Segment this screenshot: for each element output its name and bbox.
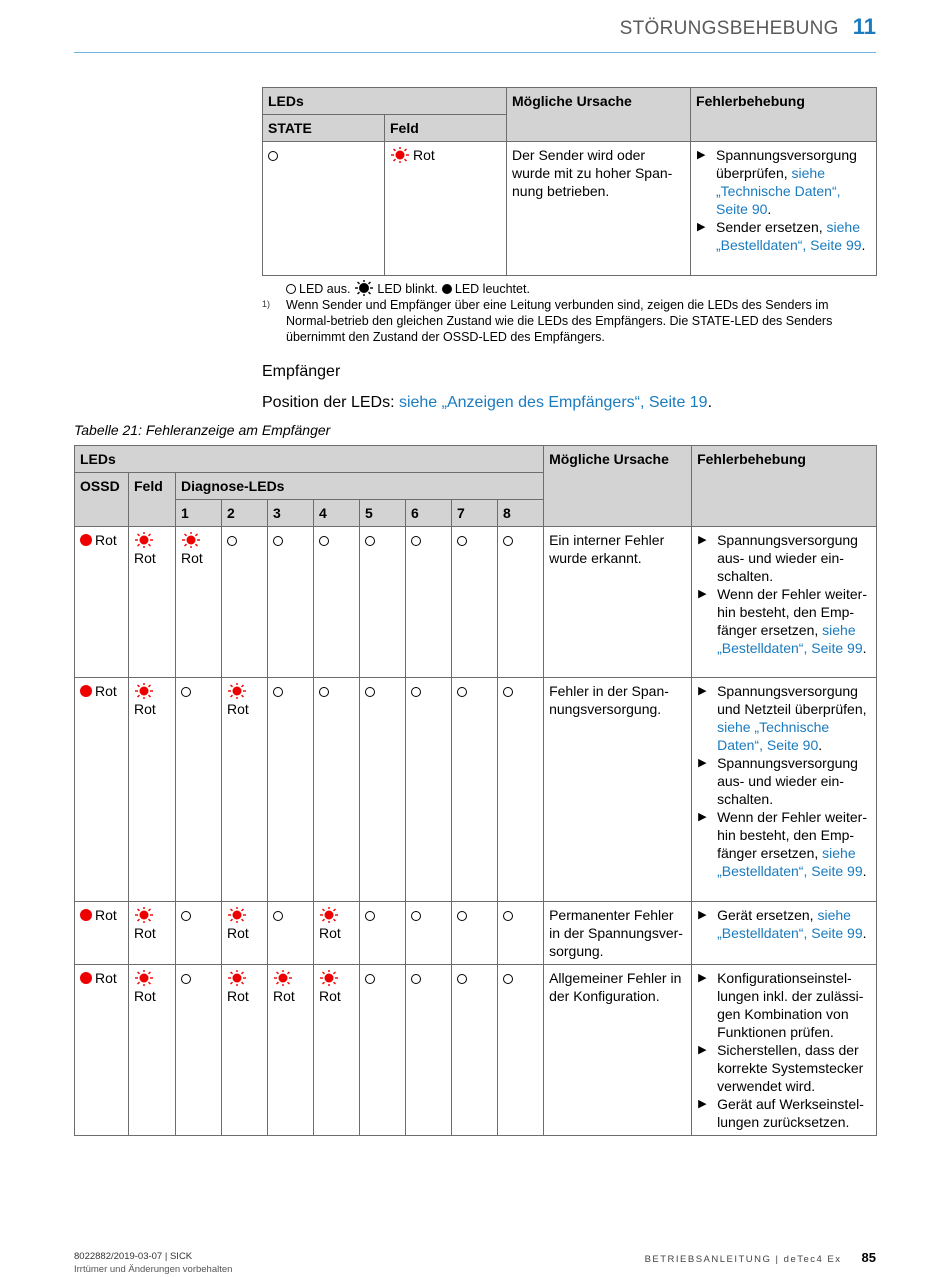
fix-tail: . <box>767 201 772 217</box>
position-line <box>262 394 712 412</box>
table-row <box>75 678 877 902</box>
fix-item <box>697 682 871 754</box>
led-off-icon <box>457 687 467 697</box>
led-off-icon <box>503 974 513 984</box>
cause-cell: Ein interner Fehler wurde erkannt. <box>544 527 692 678</box>
fix-tail: . <box>861 237 866 253</box>
header-state: STATE <box>263 115 385 142</box>
fix-item <box>697 906 871 942</box>
led-color-label: Rot <box>95 907 117 923</box>
table-caption: Tabelle 21: Fehleranzeige am Empfänger <box>74 422 331 438</box>
page-header <box>620 14 876 40</box>
legend-line <box>262 280 876 297</box>
led-color-label: Rot <box>319 925 341 941</box>
diag-led-cell <box>314 678 360 902</box>
led-off-icon <box>411 687 421 697</box>
doc-name: BETRIEBSANLEITUNG | deTec4 Ex <box>644 1254 842 1265</box>
led-blink-icon <box>181 532 201 548</box>
diag-led-cell <box>176 902 222 965</box>
diag-led-cell <box>360 678 406 902</box>
table-row <box>263 142 877 276</box>
diag-led-cell <box>360 527 406 678</box>
header-diag-2: 2 <box>222 500 268 527</box>
diag-led-cell <box>360 965 406 1136</box>
led-color-label: Rot <box>273 988 295 1004</box>
header-feld: Feld <box>129 473 176 527</box>
led-off-icon <box>181 974 191 984</box>
led-on-icon <box>442 284 452 294</box>
diag-led-cell <box>176 965 222 1136</box>
diag-led-cell <box>314 902 360 965</box>
diag-led-cell <box>268 527 314 678</box>
led-off-icon <box>411 974 421 984</box>
diag-led-cell <box>452 678 498 902</box>
led-blink-icon <box>227 907 247 923</box>
led-blink-icon <box>227 970 247 986</box>
diag-led-cell <box>452 527 498 678</box>
fix-list <box>697 906 871 942</box>
diag-led-cell <box>222 902 268 965</box>
fix-tail: . <box>862 640 867 656</box>
diag-led-cell <box>452 965 498 1136</box>
cross-reference-link[interactable]: siehe „Bestelldaten“, Seite 99 <box>717 845 863 879</box>
cause-cell: Der Sender wird oder wurde mit zu hoher Span-nung betrieben. <box>507 142 691 276</box>
fix-tail: . <box>862 863 867 879</box>
cross-reference-link[interactable]: siehe „Bestelldaten“, Seite 99 <box>716 219 862 253</box>
fix-item <box>696 146 871 218</box>
diag-led-cell <box>268 902 314 965</box>
fix-list <box>697 531 871 657</box>
fix-tail: . <box>862 925 867 941</box>
diag-led-cell <box>222 965 268 1136</box>
diag-led-cell <box>314 965 360 1136</box>
led-off-icon <box>273 536 283 546</box>
ossd-led-cell <box>75 965 129 1136</box>
header-feld: Feld <box>385 115 507 142</box>
header-diag-6: 6 <box>406 500 452 527</box>
feld-led-cell <box>129 527 176 678</box>
footer-left <box>74 1250 232 1276</box>
led-color-label: Rot <box>95 532 117 548</box>
led-color-label: Rot <box>413 147 435 163</box>
feld-led-cell <box>129 678 176 902</box>
state-led-cell <box>263 142 385 276</box>
led-off-icon <box>227 536 237 546</box>
legend-text: LED leuchtet. <box>454 282 530 296</box>
led-off-icon <box>365 974 375 984</box>
diag-led-cell <box>498 527 544 678</box>
diag-led-cell <box>268 965 314 1136</box>
led-on-icon <box>80 909 92 921</box>
led-blink-icon <box>390 147 410 163</box>
led-color-label: Rot <box>181 550 203 566</box>
led-color-label: Rot <box>227 988 249 1004</box>
led-color-label: Rot <box>319 988 341 1004</box>
cross-reference-link[interactable]: siehe „Technische Daten“, Seite 90 <box>716 165 841 217</box>
led-color-label: Rot <box>95 970 117 986</box>
led-off-icon <box>181 911 191 921</box>
led-blink-icon <box>319 970 339 986</box>
led-on-icon <box>80 534 92 546</box>
fix-item <box>697 1041 871 1095</box>
led-off-icon <box>273 687 283 697</box>
fix-list <box>697 682 871 880</box>
fix-tail: . <box>818 737 823 753</box>
led-color-label: Rot <box>134 701 156 717</box>
led-color-label: Rot <box>134 988 156 1004</box>
header-ursache: Mögliche Ursache <box>507 88 691 142</box>
header-diag-7: 7 <box>452 500 498 527</box>
header-ursache: Mögliche Ursache <box>544 446 692 527</box>
table-row <box>75 965 877 1136</box>
led-off-icon <box>411 911 421 921</box>
header-diag-4: 4 <box>314 500 360 527</box>
diag-led-cell <box>222 527 268 678</box>
fix-item <box>697 754 871 808</box>
led-color-label: Rot <box>134 925 156 941</box>
led-off-icon <box>503 911 513 921</box>
diag-led-cell <box>222 678 268 902</box>
fix-item <box>697 531 871 585</box>
diag-led-cell <box>268 678 314 902</box>
footnote-mark: 1) <box>262 299 271 309</box>
led-on-icon <box>80 972 92 984</box>
led-on-icon <box>80 685 92 697</box>
cross-reference-link[interactable]: siehe „Bestelldaten“, Seite 99 <box>717 907 863 941</box>
led-off-icon <box>503 536 513 546</box>
doc-id: 8022882/2019-03-07 | SICK <box>74 1251 193 1262</box>
receiver-led-table <box>74 445 877 1136</box>
led-off-icon <box>457 911 467 921</box>
section-title: Empfänger <box>262 363 341 380</box>
ossd-led-cell <box>75 902 129 965</box>
fix-text: Wenn der Fehler weiter-hin besteht, den Emp-fänger ersetzen, <box>717 586 867 638</box>
led-color-label: Rot <box>134 550 156 566</box>
led-off-icon <box>319 687 329 697</box>
fix-cell <box>692 527 877 678</box>
chapter-number: 11 <box>852 14 876 39</box>
diag-led-cell <box>406 678 452 902</box>
ossd-led-cell <box>75 527 129 678</box>
fix-item <box>697 1095 871 1131</box>
page-number: 85 <box>861 1250 876 1265</box>
led-off-icon <box>457 536 467 546</box>
diag-led-cell <box>176 527 222 678</box>
position-tail: . <box>707 394 713 411</box>
header-diag-8: 8 <box>498 500 544 527</box>
fix-text: Spannungsversorgung überprüfen, <box>716 147 857 181</box>
footer-right <box>645 1250 876 1265</box>
led-off-icon <box>503 687 513 697</box>
legend-text: LED aus. <box>299 282 351 296</box>
led-blink-icon <box>134 683 154 699</box>
cause-cell: Fehler in der Span-nungsversorgung. <box>544 678 692 902</box>
disclaimer: Irrtümer und Änderungen vorbehalten <box>74 1264 233 1275</box>
fix-text: Gerät ersetzen, <box>717 907 818 923</box>
feld-led-cell <box>129 965 176 1136</box>
fix-list <box>696 146 871 254</box>
led-blink-icon <box>134 532 154 548</box>
led-blink-icon <box>227 683 247 699</box>
footnote-text: Wenn Sender und Empfänger über eine Leitung verbunden sind, zeigen die LEDs des Senders im Normal-betrieb den gleichen Zustand wie die LEDs des Empfängers. Die STATE-LED des Senders übernimmt den Zustand der OSSD-LED des Empfängers. <box>286 298 833 344</box>
led-off-icon <box>411 536 421 546</box>
led-blink-icon <box>134 907 154 923</box>
led-off-icon <box>365 687 375 697</box>
led-off-icon <box>273 911 283 921</box>
fix-text: Spannungsversorgung aus- und wieder ein-schalten. <box>717 755 858 807</box>
sender-led-table <box>262 87 877 276</box>
legend-text: LED blinkt. <box>377 282 438 296</box>
diag-led-cell <box>406 527 452 678</box>
fix-text: Gerät auf Werkseinstel-lungen zurücksetzen. <box>717 1096 864 1130</box>
table-row <box>75 527 877 678</box>
diag-led-cell <box>406 902 452 965</box>
fix-text: Spannungsversorgung und Netzteil überprüfen, <box>717 683 867 717</box>
fix-text: Wenn der Fehler weiter-hin besteht, den Emp-fänger ersetzen, <box>717 809 867 861</box>
diag-led-cell <box>452 902 498 965</box>
header-diag-5: 5 <box>360 500 406 527</box>
led-blink-icon <box>134 970 154 986</box>
diag-led-cell <box>360 902 406 965</box>
fix-cell <box>692 678 877 902</box>
fix-cell <box>691 142 877 276</box>
position-link[interactable]: siehe „Anzeigen des Empfängers“, Seite 19 <box>398 394 708 411</box>
diag-led-cell <box>176 678 222 902</box>
feld-led-cell <box>385 142 507 276</box>
fix-text: Sender ersetzen, <box>716 219 827 235</box>
header-rule <box>74 52 876 53</box>
table-row <box>75 902 877 965</box>
header-leds: LEDs <box>263 88 507 115</box>
header-leds: LEDs <box>75 446 544 473</box>
led-color-label: Rot <box>227 925 249 941</box>
cross-reference-link[interactable]: siehe „Bestelldaten“, Seite 99 <box>717 622 863 656</box>
led-blink-icon <box>354 280 374 296</box>
footnote <box>262 297 876 345</box>
led-off-icon <box>319 536 329 546</box>
led-color-label: Rot <box>95 683 117 699</box>
fix-item <box>697 585 871 657</box>
diag-led-cell <box>498 902 544 965</box>
header-diagnose: Diagnose-LEDs <box>176 473 544 500</box>
cause-cell: Permanenter Fehler in der Spannungsver-sorgung. <box>544 902 692 965</box>
fix-text: Spannungsversorgung aus- und wieder ein-schalten. <box>717 532 858 584</box>
fix-text: Sicherstellen, dass der korrekte Systemstecker verwendet wird. <box>717 1042 864 1094</box>
led-off-icon <box>268 151 278 161</box>
led-color-label: Rot <box>227 701 249 717</box>
feld-led-cell <box>129 902 176 965</box>
position-text: Position der LEDs: <box>262 394 399 411</box>
cross-reference-link[interactable]: siehe „Technische Daten“, Seite 90 <box>717 719 830 753</box>
fix-item <box>697 808 871 880</box>
fix-list <box>697 969 871 1131</box>
led-off-icon <box>365 536 375 546</box>
fix-item <box>696 218 871 254</box>
diag-led-cell <box>498 678 544 902</box>
chapter-title: STÖRUNGSBEHEBUNG <box>619 18 839 39</box>
header-diag-3: 3 <box>268 500 314 527</box>
fix-text: Konfigurationseinstel-lungen inkl. der zulässi-gen Kombination von Funktionen prüfen. <box>717 970 864 1040</box>
header-ossd: OSSD <box>75 473 129 527</box>
fix-cell <box>692 965 877 1136</box>
cause-cell: Allgemeiner Fehler in der Konfiguration. <box>544 965 692 1136</box>
led-blink-icon <box>273 970 293 986</box>
header-behebung: Fehlerbehebung <box>692 446 877 527</box>
led-off-icon <box>457 974 467 984</box>
diag-led-cell <box>406 965 452 1136</box>
header-diag-1: 1 <box>176 500 222 527</box>
diag-led-cell <box>314 527 360 678</box>
header-behebung: Fehlerbehebung <box>691 88 877 142</box>
led-off-icon <box>365 911 375 921</box>
led-blink-icon <box>319 907 339 923</box>
diag-led-cell <box>498 965 544 1136</box>
led-legend <box>262 280 876 345</box>
ossd-led-cell <box>75 678 129 902</box>
fix-cell <box>692 902 877 965</box>
led-off-icon <box>286 284 296 294</box>
led-off-icon <box>181 687 191 697</box>
fix-item <box>697 969 871 1041</box>
